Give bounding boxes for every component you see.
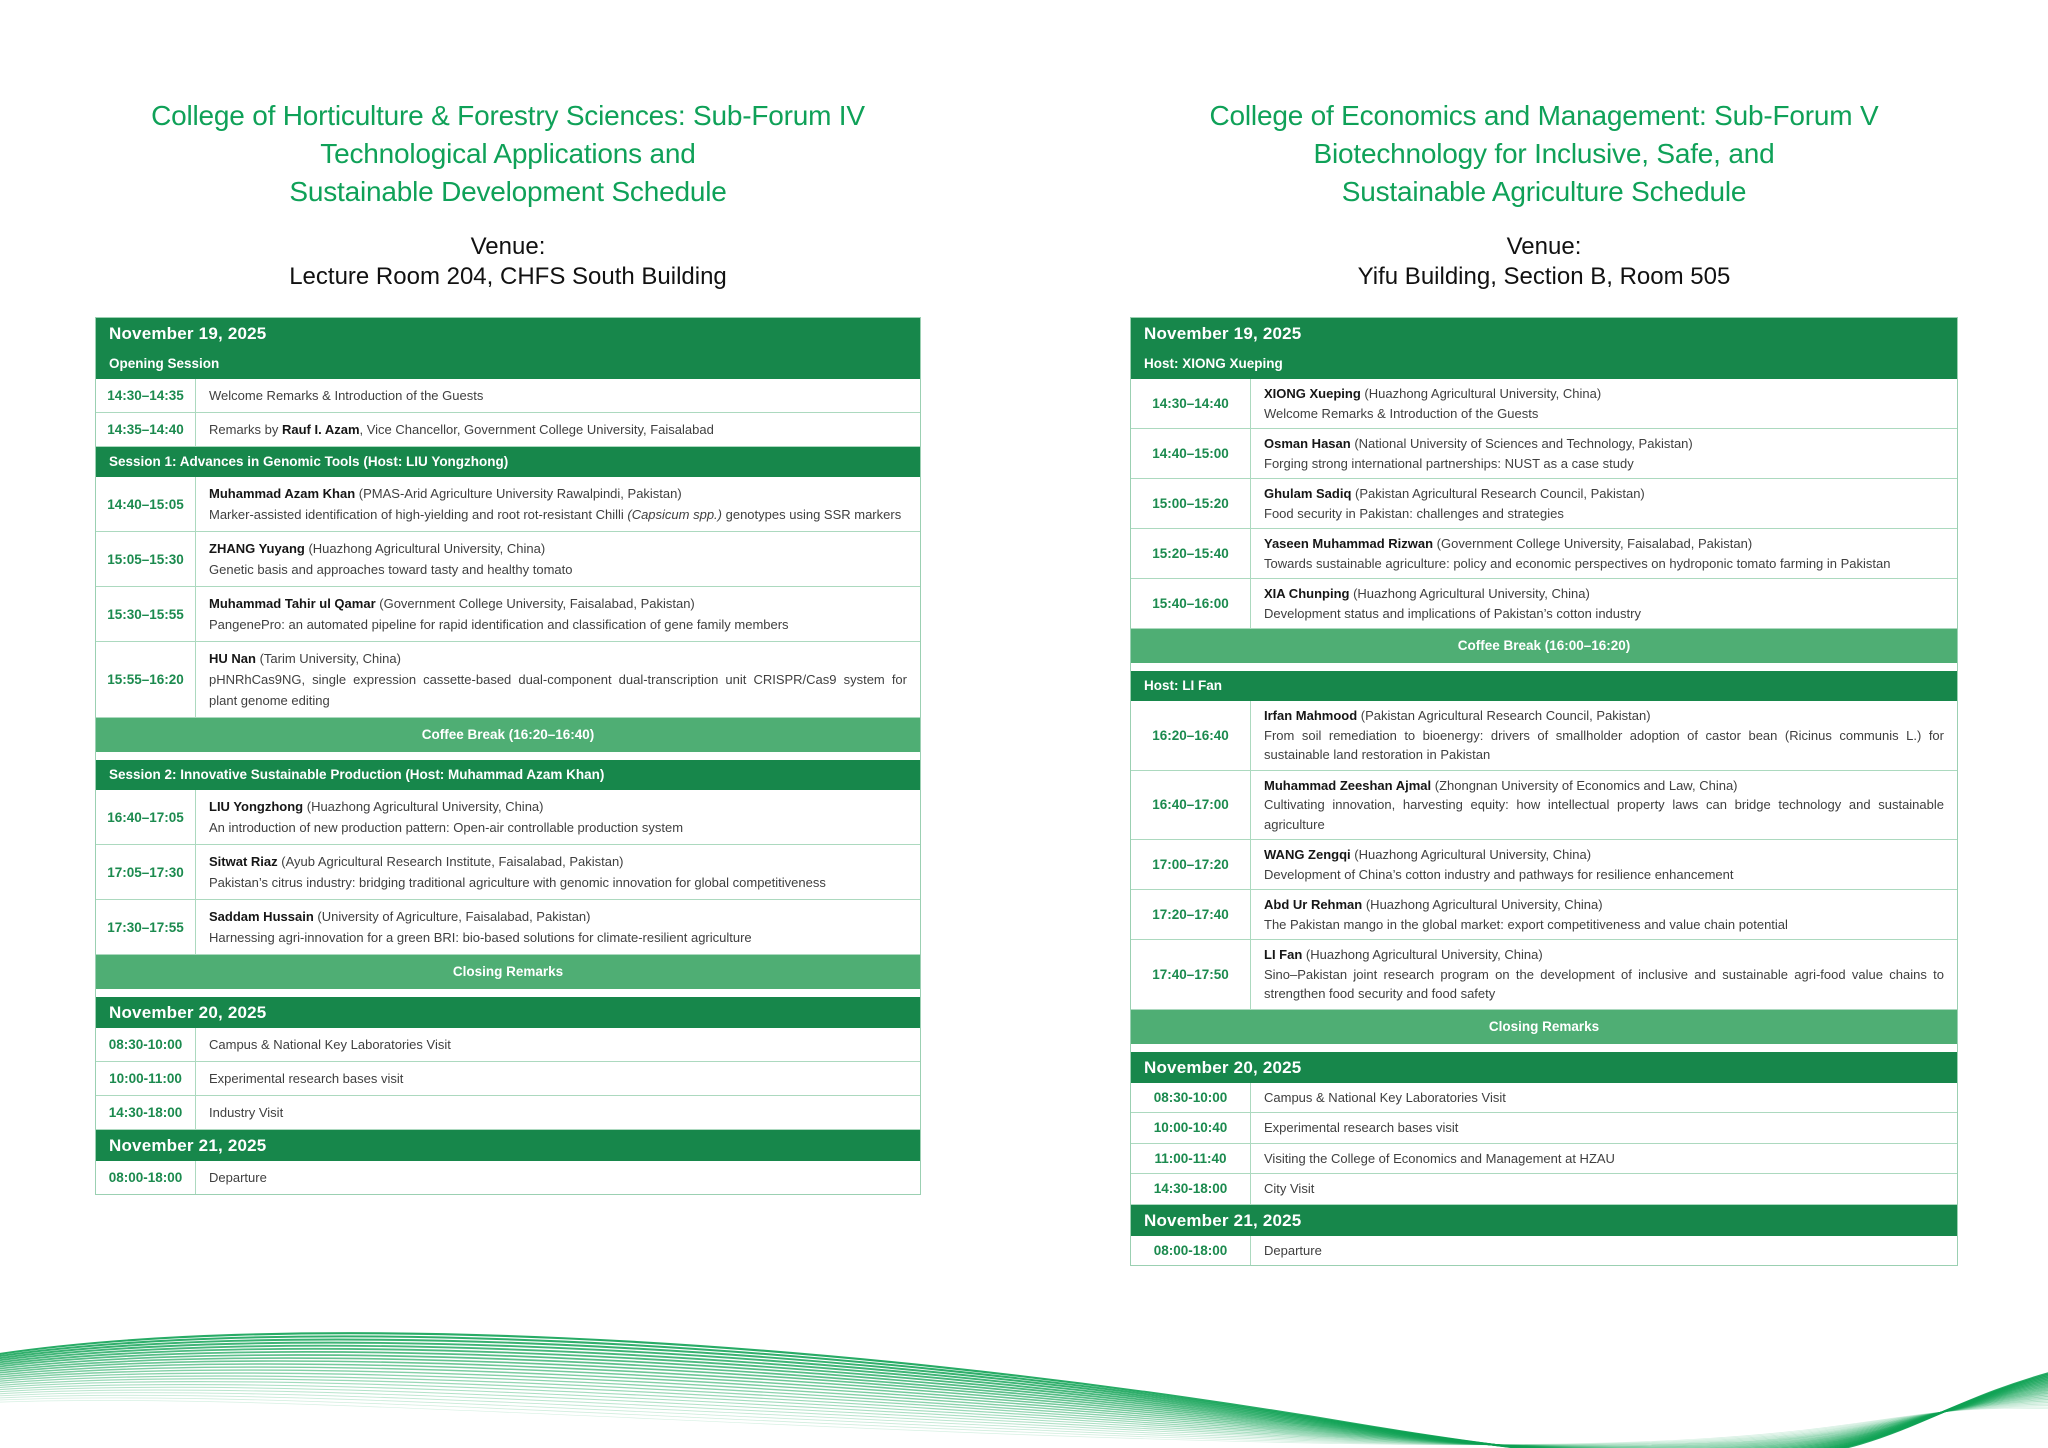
schedule-row xyxy=(96,845,920,900)
detail-line xyxy=(209,483,907,504)
detail-text: (Huazhong Agricultural University, China) xyxy=(1302,947,1543,962)
detail-cell xyxy=(1251,1236,1957,1266)
detail-cell xyxy=(196,1028,920,1061)
detail-text: Development of China’s cotton industry and pathways for resilience enhancement xyxy=(1264,866,1734,882)
detail-line xyxy=(209,559,907,580)
detail-line xyxy=(1264,604,1944,624)
detail-cell xyxy=(196,477,920,531)
detail-text: (Huazhong Agricultural University, China) xyxy=(1349,586,1590,601)
time-cell: 10:00-10:40 xyxy=(1131,1113,1251,1143)
detail-line xyxy=(1264,554,1944,574)
detail-line xyxy=(209,906,907,927)
detail-line xyxy=(209,593,907,614)
schedule-row xyxy=(96,1028,920,1062)
time-cell: 15:05–15:30 xyxy=(96,532,196,586)
detail-text: (Huazhong Agricultural University, China) xyxy=(303,799,544,814)
detail-text: Industry Visit xyxy=(209,1105,284,1120)
wave-lines-icon xyxy=(0,1273,2048,1448)
detail-line xyxy=(209,669,907,711)
break-banner: Closing Remarks xyxy=(96,955,920,989)
detail-line xyxy=(1264,845,1944,865)
detail-line xyxy=(1264,1118,1944,1138)
break-banner: Coffee Break (16:20–16:40) xyxy=(96,718,920,752)
detail-cell xyxy=(1251,1083,1957,1113)
detail-text: (University of Agriculture, Faisalabad, Pakistan) xyxy=(313,909,591,924)
time-cell: 08:00-18:00 xyxy=(96,1161,196,1194)
schedule-row xyxy=(96,532,920,587)
detail-line xyxy=(209,538,907,559)
detail-text: Cultivating innovation, harvesting equity: how intellectual property laws can bridge technology and sustainable agriculture xyxy=(1264,797,1944,832)
detail-text: (Huazhong Agricultural University, China) xyxy=(1360,386,1602,401)
detail-line xyxy=(209,872,907,893)
detail-line xyxy=(209,1102,907,1123)
detail-line xyxy=(209,1068,907,1089)
detail-text: (Huazhong Agricultural University, China) xyxy=(1350,847,1592,862)
time-cell: 14:35–14:40 xyxy=(96,413,196,446)
time-cell: 15:40–16:00 xyxy=(1131,579,1251,628)
detail-cell xyxy=(1251,771,1957,840)
detail-cell xyxy=(1251,940,1957,1009)
detail-cell xyxy=(1251,890,1957,939)
detail-line xyxy=(209,385,907,406)
session-header: Host: XIONG Xueping xyxy=(1131,349,1957,379)
detail-text: Forging strong international partnerships: NUST as a case study xyxy=(1264,455,1634,471)
detail-text: Experimental research bases visit xyxy=(1264,1120,1459,1135)
speaker-name: Yaseen Muhammad Rizwan xyxy=(1264,536,1434,551)
page-title xyxy=(95,97,921,211)
detail-text: (Pakistan Agricultural Research Council, Pakistan) xyxy=(1351,486,1645,501)
schedule-row xyxy=(96,587,920,642)
detail-line xyxy=(1264,706,1944,726)
detail-cell xyxy=(1251,701,1957,770)
speaker-name: Rauf I. Azam xyxy=(281,422,360,437)
session-header: Session 2: Innovative Sustainable Production (Host: Muhammad Azam Khan) xyxy=(96,760,920,790)
left-schedule-column xyxy=(95,0,921,1195)
speaker-name: XIA Chunping xyxy=(1264,586,1350,601)
schedule-row xyxy=(1131,1083,1957,1114)
detail-line xyxy=(1264,404,1944,424)
detail-text: Visiting the College of Economics and Management at HZAU xyxy=(1264,1150,1615,1166)
venue-label: Venue: xyxy=(1506,233,1582,260)
detail-text: Harnessing agri-innovation for a green BRI: bio-based solutions for climate-resilient agriculture xyxy=(209,930,752,945)
detail-line xyxy=(1264,945,1944,965)
time-cell: 17:00–17:20 xyxy=(1131,840,1251,889)
schedule-table xyxy=(95,317,921,1195)
speaker-name: WANG Zengqi xyxy=(1264,847,1351,862)
schedule-row xyxy=(96,1096,920,1130)
schedule-row xyxy=(1131,379,1957,429)
detail-text: (Huazhong Agricultural University, China) xyxy=(304,541,546,556)
detail-cell xyxy=(196,900,920,954)
speaker-name: Muhammad Azam Khan xyxy=(209,486,356,501)
schedule-row xyxy=(1131,479,1957,529)
title-line: Technological Applications and xyxy=(320,138,696,169)
schedule-row xyxy=(1131,579,1957,629)
time-cell: 14:30-18:00 xyxy=(1131,1174,1251,1204)
detail-line xyxy=(1264,895,1944,915)
detail-line xyxy=(1264,726,1944,765)
speaker-name: Osman Hasan xyxy=(1264,436,1351,451)
speaker-name: Sitwat Riaz xyxy=(209,854,278,869)
detail-line xyxy=(1264,1149,1944,1169)
detail-line xyxy=(1264,915,1944,935)
detail-text: City Visit xyxy=(1264,1181,1315,1196)
detail-cell xyxy=(1251,840,1957,889)
schedule-table xyxy=(1130,317,1958,1266)
detail-line xyxy=(1264,384,1944,404)
title-line: College of Horticulture & Forestry Sciences: Sub-Forum IV xyxy=(151,100,865,131)
detail-text: , Vice Chancellor, Government College University, Faisalabad xyxy=(359,422,714,437)
schedule-row xyxy=(1131,529,1957,579)
detail-text: Food security in Pakistan: challenges and strategies xyxy=(1264,505,1564,521)
detail-cell xyxy=(196,1161,920,1194)
detail-text: Experimental research bases visit xyxy=(209,1071,404,1086)
detail-text: Remarks by xyxy=(209,422,282,437)
detail-text: Sino–Pakistan joint research program on the development of inclusive and sustainable agri-food value chains to strengthen food security and food safety xyxy=(1264,966,1944,1001)
schedule-row xyxy=(96,1161,920,1194)
time-cell: 10:00-11:00 xyxy=(96,1062,196,1095)
date-header: November 21, 2025 xyxy=(1131,1205,1957,1236)
detail-line xyxy=(1264,434,1944,454)
speaker-name: ZHANG Yuyang xyxy=(209,541,305,556)
detail-line xyxy=(209,796,907,817)
speaker-name: HU Nan xyxy=(209,651,256,666)
detail-text: Welcome Remarks & Introduction of the Guests xyxy=(209,388,484,403)
detail-text: Pakistan’s citrus industry: bridging traditional agriculture with genomic innovation for global competitiveness xyxy=(209,875,826,890)
detail-text: (PMAS-Arid Agriculture University Rawalpindi, Pakistan) xyxy=(355,486,682,501)
detail-text: pHNRhCas9NG, single expression cassette-based dual-component dual-transcription unit CRISPR/Cas9 system for plant genome editing xyxy=(209,672,907,708)
detail-line xyxy=(1264,865,1944,885)
time-cell: 08:30-10:00 xyxy=(1131,1083,1251,1113)
detail-cell xyxy=(196,587,920,641)
detail-cell xyxy=(1251,1113,1957,1143)
detail-text: Welcome Remarks & Introduction of the Guests xyxy=(1264,405,1539,421)
detail-cell xyxy=(1251,1174,1957,1204)
detail-cell xyxy=(1251,1144,1957,1174)
detail-text: (Government College University, Faisalabad, Pakistan) xyxy=(1433,536,1753,551)
break-banner: Closing Remarks xyxy=(1131,1010,1957,1044)
speaker-name: LI Fan xyxy=(1264,947,1303,962)
detail-text: Towards sustainable agriculture: policy and economic perspectives on hydroponic tomato farming in Pakistan xyxy=(1264,555,1891,571)
schedule-row xyxy=(96,413,920,447)
schedule-row xyxy=(1131,771,1957,841)
detail-text: Campus & National Key Laboratories Visit xyxy=(1264,1089,1506,1105)
date-header: November 19, 2025 xyxy=(1131,318,1957,349)
schedule-row xyxy=(1131,940,1957,1010)
title-line: Sustainable Agriculture Schedule xyxy=(1341,176,1747,207)
venue-block xyxy=(1130,232,1958,292)
schedule-row xyxy=(1131,1113,1957,1144)
time-cell: 15:00–15:20 xyxy=(1131,479,1251,528)
detail-line xyxy=(209,851,907,872)
page-title xyxy=(1130,97,1958,211)
detail-cell xyxy=(196,845,920,899)
time-cell: 17:30–17:55 xyxy=(96,900,196,954)
schedule-row xyxy=(1131,1236,1957,1266)
detail-text: genotypes using SSR markers xyxy=(722,507,902,522)
title-line: Biotechnology for Inclusive, Safe, and xyxy=(1313,138,1775,169)
time-cell: 17:40–17:50 xyxy=(1131,940,1251,1009)
detail-line xyxy=(1264,454,1944,474)
detail-text: Genetic basis and approaches toward tasty and healthy tomato xyxy=(209,562,573,577)
schedule-row xyxy=(96,790,920,845)
speaker-name: Abd Ur Rehman xyxy=(1264,897,1363,912)
title-line: Sustainable Development Schedule xyxy=(289,176,727,207)
speaker-name: XIONG Xueping xyxy=(1264,386,1361,401)
venue-location: Lecture Room 204, CHFS South Building xyxy=(289,263,727,290)
date-header: November 19, 2025 xyxy=(96,318,920,349)
session-header: Opening Session xyxy=(96,349,920,379)
time-cell: 11:00-11:40 xyxy=(1131,1144,1251,1174)
detail-line xyxy=(1264,776,1944,796)
detail-line xyxy=(209,419,907,440)
time-cell: 08:30-10:00 xyxy=(96,1028,196,1061)
detail-text: (Government College University, Faisalabad, Pakistan) xyxy=(375,596,695,611)
time-cell: 14:40–15:00 xyxy=(1131,429,1251,478)
schedule-row xyxy=(1131,701,1957,771)
detail-text: (Pakistan Agricultural Research Council, Pakistan) xyxy=(1357,708,1651,723)
detail-line xyxy=(209,817,907,838)
detail-text: (Capsicum spp.) xyxy=(627,507,722,522)
right-schedule-column xyxy=(1130,0,1958,1266)
detail-line xyxy=(1264,1241,1944,1261)
time-cell: 14:30–14:35 xyxy=(96,379,196,412)
detail-line xyxy=(1264,795,1944,834)
break-banner: Coffee Break (16:00–16:20) xyxy=(1131,629,1957,663)
detail-cell xyxy=(1251,479,1957,528)
detail-line xyxy=(1264,1088,1944,1108)
detail-line xyxy=(1264,504,1944,524)
time-cell: 14:30-18:00 xyxy=(96,1096,196,1129)
detail-text: (Tarim University, China) xyxy=(255,651,401,666)
detail-line xyxy=(1264,965,1944,1004)
schedule-row xyxy=(1131,890,1957,940)
detail-text: Campus & National Key Laboratories Visit xyxy=(209,1037,451,1052)
date-header: November 20, 2025 xyxy=(1131,1052,1957,1083)
session-header: Host: LI Fan xyxy=(1131,671,1957,701)
detail-text: An introduction of new production pattern: Open-air controllable production system xyxy=(209,820,684,835)
detail-cell xyxy=(196,1096,920,1129)
detail-line xyxy=(1264,584,1944,604)
detail-cell xyxy=(196,790,920,844)
schedule-row xyxy=(96,642,920,718)
detail-text: Development status and implications of Pakistan’s cotton industry xyxy=(1264,605,1641,621)
time-cell: 14:40–15:05 xyxy=(96,477,196,531)
speaker-name: Saddam Hussain xyxy=(209,909,314,924)
detail-cell xyxy=(1251,579,1957,628)
detail-cell xyxy=(196,413,920,446)
detail-text: (Huazhong Agricultural University, China) xyxy=(1362,897,1603,912)
detail-text: (National University of Sciences and Technology, Pakistan) xyxy=(1350,436,1693,451)
detail-text: Departure xyxy=(1264,1242,1322,1258)
schedule-row xyxy=(96,900,920,955)
time-cell: 16:40–17:05 xyxy=(96,790,196,844)
speaker-name: Muhammad Zeeshan Ajmal xyxy=(1264,777,1432,793)
detail-line xyxy=(209,504,907,525)
speaker-name: Irfan Mahmood xyxy=(1264,708,1358,723)
detail-cell xyxy=(196,379,920,412)
wave-decoration xyxy=(0,1273,2048,1448)
detail-line xyxy=(209,1167,907,1188)
schedule-row xyxy=(1131,429,1957,479)
detail-line xyxy=(209,927,907,948)
detail-cell xyxy=(196,642,920,717)
schedule-row xyxy=(1131,840,1957,890)
detail-cell xyxy=(1251,529,1957,578)
venue-label: Venue: xyxy=(470,233,546,260)
time-cell: 17:20–17:40 xyxy=(1131,890,1251,939)
detail-cell xyxy=(1251,429,1957,478)
time-cell: 15:30–15:55 xyxy=(96,587,196,641)
detail-text: Departure xyxy=(209,1170,267,1185)
detail-line xyxy=(209,648,907,669)
schedule-row xyxy=(1131,1144,1957,1175)
time-cell: 14:30–14:40 xyxy=(1131,379,1251,428)
speaker-name: Muhammad Tahir ul Qamar xyxy=(209,596,376,611)
detail-text: PangenePro: an automated pipeline for rapid identification and classification of gene family members xyxy=(209,617,789,632)
schedule-row xyxy=(1131,1174,1957,1205)
detail-text: The Pakistan mango in the global market: export competitiveness and value chain potential xyxy=(1264,916,1788,932)
detail-line xyxy=(1264,1179,1944,1199)
detail-line xyxy=(209,1034,907,1055)
schedule-row xyxy=(96,1062,920,1096)
session-header: Session 1: Advances in Genomic Tools (Host: LIU Yongzhong) xyxy=(96,447,920,477)
date-header: November 20, 2025 xyxy=(96,997,920,1028)
time-cell: 17:05–17:30 xyxy=(96,845,196,899)
venue-block xyxy=(95,232,921,292)
speaker-name: Ghulam Sadiq xyxy=(1264,486,1352,501)
date-header: November 21, 2025 xyxy=(96,1130,920,1161)
schedule-row xyxy=(96,379,920,413)
venue-location: Yifu Building, Section B, Room 505 xyxy=(1357,263,1731,290)
title-line: College of Economics and Management: Sub-Forum V xyxy=(1209,100,1879,131)
speaker-name: LIU Yongzhong xyxy=(209,799,304,814)
detail-line xyxy=(1264,484,1944,504)
detail-cell xyxy=(196,532,920,586)
time-cell: 15:55–16:20 xyxy=(96,642,196,717)
time-cell: 15:20–15:40 xyxy=(1131,529,1251,578)
schedule-row xyxy=(96,477,920,532)
detail-line xyxy=(209,614,907,635)
detail-cell xyxy=(196,1062,920,1095)
detail-line xyxy=(1264,534,1944,554)
time-cell: 16:40–17:00 xyxy=(1131,771,1251,840)
time-cell: 08:00-18:00 xyxy=(1131,1236,1251,1266)
time-cell: 16:20–16:40 xyxy=(1131,701,1251,770)
detail-text: (Zhongnan University of Economics and Law, China) xyxy=(1431,777,1738,793)
detail-text: Marker-assisted identification of high-yielding and root rot-resistant Chilli xyxy=(209,507,628,522)
detail-text: From soil remediation to bioenergy: drivers of smallholder adoption of castor bean (Ricinus communis L.) for sustainable land restoration in Pakistan xyxy=(1264,727,1944,762)
detail-text: (Ayub Agricultural Research Institute, Faisalabad, Pakistan) xyxy=(277,854,624,869)
detail-cell xyxy=(1251,379,1957,428)
